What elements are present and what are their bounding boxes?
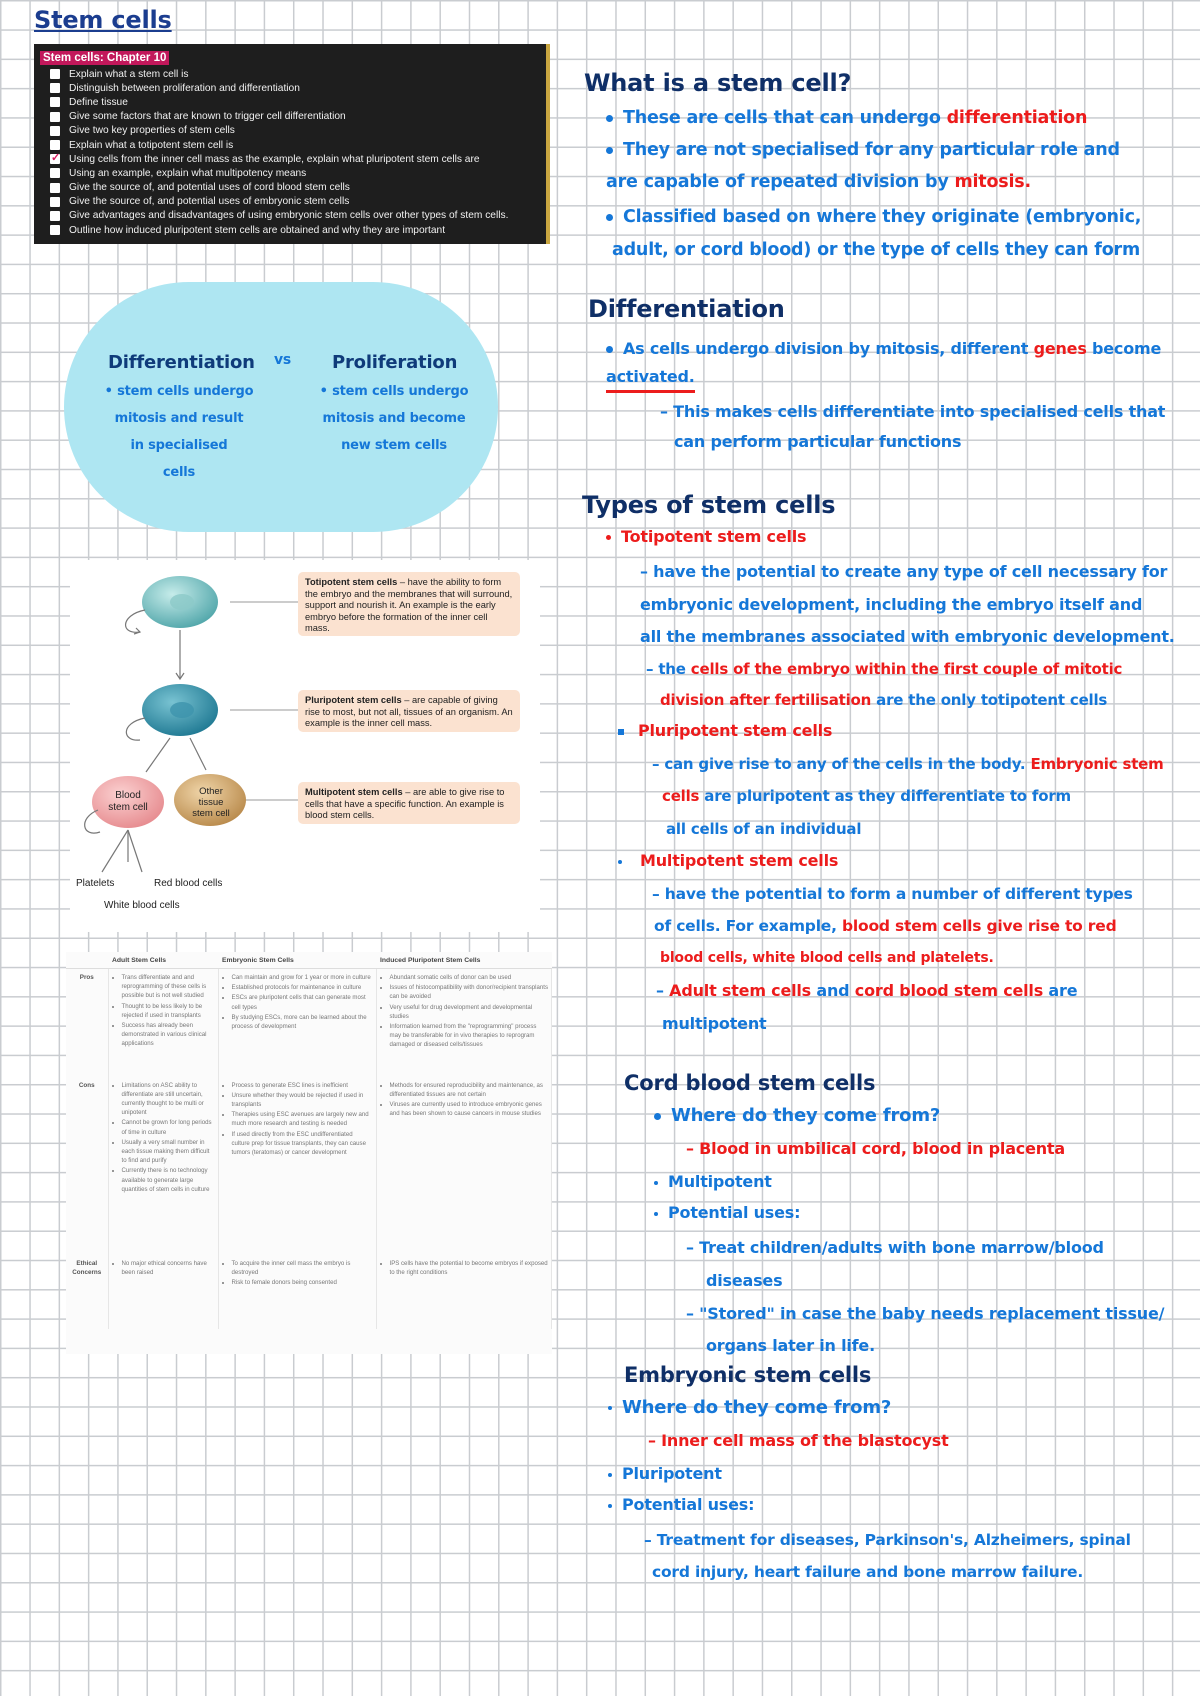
note-line: – Treat children/adults with bone marrow/blood (686, 1238, 1104, 1257)
checklist-item[interactable] (40, 223, 540, 237)
checkbox[interactable] (50, 154, 60, 164)
table-cell (218, 1077, 376, 1255)
note-line: – Inner cell mass of the blastocyst (648, 1431, 949, 1450)
multipotent-heading: Multipotent stem cells (618, 845, 838, 877)
table-cell-point: • Trans differentiate and and reprogramming of these cells is possible but is not well studied (122, 973, 215, 1001)
table-cell (376, 1077, 552, 1255)
checklist-item[interactable] (40, 181, 540, 195)
red-blood-cells-label: Red blood cells (154, 878, 223, 889)
table-cell-point: • Limitations on ASC ability to differentiate are still uncertain, currently thought to be multi or unipotent (122, 1081, 215, 1118)
table-cell-point: • Therapies using ESC avenues are largely new and much more research and testing is needed (232, 1110, 373, 1128)
checklist-item-label: Give advantages and disadvantages of using embryonic stem cells over other types of stem cells. (69, 210, 509, 222)
table-cell-point: • Currently there is no technology available to generate large quantities of stem cells in culture (122, 1166, 215, 1194)
other-tissue-stem-cell-label: Other tissue stem cell (192, 786, 230, 819)
heading-embryonic-stem-cells: Embryonic stem cells (624, 1363, 872, 1387)
table-cell-point: • If used directly from the ESC undifferentiated culture prep for tissue transplants, they can cause tumors (teratomas) or cancer development (232, 1130, 373, 1158)
vs-label: vs (274, 352, 292, 368)
table-cell-point: • Methods for ensured reproducibility and maintenance, as differentiated tissues are not certain (390, 1081, 549, 1099)
checklist-item[interactable] (40, 81, 540, 95)
table-cell-point: • By studying ESCs, more can be learned about the process of development (232, 1013, 373, 1031)
note-line: all the membranes associated with embryonic development. (640, 627, 1175, 646)
stem-cell-comparison-table (66, 952, 552, 1354)
note-line: – Treatment for diseases, Parkinson's, Alzheimers, spinal (644, 1531, 1131, 1549)
table-cell-point: • Viruses are currently used to introduce embryonic genes and has been shown to cause cancers in mouse studies (390, 1100, 549, 1118)
checklist-item[interactable] (40, 95, 540, 109)
table-cell (108, 969, 218, 1077)
checklist-item-label: Explain what a totipotent stem cell is (69, 139, 234, 151)
checklist-item-label: Give some factors that are known to trigger cell differentiation (69, 111, 346, 123)
note-line: Where do they come from? (608, 1392, 891, 1424)
checklist-item-label: Give two key properties of stem cells (69, 125, 235, 137)
checklist-item[interactable] (40, 138, 540, 152)
note-line: – have the potential to create any type of cell necessary for (640, 562, 1168, 581)
checklist-item-label: Using an example, explain what multipotency means (69, 167, 307, 179)
table-header: Induced Pluripotent Stem Cells (376, 952, 552, 969)
checkbox[interactable] (50, 83, 60, 93)
note-line: are capable of repeated division by mitosis. (606, 172, 1031, 192)
heading-differentiation: Differentiation (588, 295, 785, 323)
note-line: – the cells of the embryo within the first couple of mitotic (646, 660, 1123, 678)
table-cell-point: • No major ethical concerns have been raised (122, 1259, 215, 1277)
table-cell-point: • Process to generate ESC lines is inefficient (232, 1081, 373, 1090)
note-line: – have the potential to form a number of different types (652, 885, 1133, 903)
note-line: Pluripotent (608, 1458, 722, 1490)
proliferation-text: • stem cells undergo mitosis and become new stem cells (319, 384, 469, 453)
note-line: They are not specialised for any particular role and (606, 134, 1120, 166)
table-cell-point: • Can maintain and grow for 1 year or more in culture (232, 973, 373, 982)
checklist-item-label: Outline how induced pluripotent stem cells are obtained and why they are important (69, 224, 446, 236)
checklist-item[interactable] (40, 67, 540, 81)
note-line: – Adult stem cells and cord blood stem cells are (656, 981, 1078, 1000)
checkbox[interactable] (50, 225, 60, 235)
differentiation-heading: Differentiation (108, 352, 255, 373)
table-header (66, 952, 108, 969)
table-cell-point: • IPS cells have the potential to become embryos if exposed to the right conditions (390, 1259, 549, 1277)
table-header: Embryonic Stem Cells (218, 952, 376, 969)
note-line: diseases (706, 1271, 783, 1290)
note-line: embryonic development, including the embryo itself and (640, 595, 1143, 614)
pluripotent-cell (142, 684, 218, 736)
heading-what-is-stem-cell: What is a stem cell? (584, 69, 852, 97)
table-row (66, 1077, 552, 1255)
table-cell-point: • Cannot be grown for long periods of time in culture (122, 1118, 215, 1136)
differentiation-text: • stem cells undergo mitosis and result in specialised cells (104, 384, 254, 480)
checkbox[interactable] (50, 112, 60, 122)
note-line: of cells. For example, blood stem cells give rise to red (654, 917, 1117, 935)
note-line: can perform particular functions (674, 432, 962, 451)
note-line: – can give rise to any of the cells in the body. Embryonic stem (652, 755, 1164, 773)
note-line: cells are pluripotent as they differentiate to form (662, 787, 1071, 805)
checklist-item[interactable] (40, 152, 540, 166)
note-line: all cells of an individual (666, 820, 862, 838)
white-blood-cells-label: White blood cells (104, 900, 180, 911)
checklist-item-label: Define tissue (69, 96, 128, 108)
table-row (66, 1255, 552, 1329)
note-line: cord injury, heart failure and bone marrow failure. (652, 1563, 1084, 1581)
table-cell (108, 1077, 218, 1255)
row-header: Cons (66, 1077, 108, 1255)
checkbox[interactable] (50, 211, 60, 221)
checklist-item-label: Give the source of, and potential uses of embryonic stem cells (69, 196, 350, 208)
checklist-title: Stem cells: Chapter 10 (40, 51, 169, 65)
note-line: These are cells that can undergo differentiation (606, 102, 1087, 134)
checkbox[interactable] (50, 140, 60, 150)
checklist-item[interactable] (40, 195, 540, 209)
note-line: activated. (606, 364, 695, 393)
blood-stem-cell-label: Blood stem cell (108, 790, 148, 813)
table-cell (108, 1255, 218, 1329)
note-line: As cells undergo division by mitosis, different genes become (606, 333, 1161, 365)
table-header: Adult Stem Cells (108, 952, 218, 969)
table-cell-point: • Information learned from the "reprogramming" process may be transferable for in vivo therapies to reprogram damaged or diseased cells/tissues (390, 1022, 549, 1050)
page-title: Stem cells (34, 6, 172, 34)
totipotent-cell (142, 576, 218, 628)
table-cell-point: • To acquire the inner cell mass the embryo is destroyed (232, 1259, 373, 1277)
note-line: Potential uses: (608, 1489, 754, 1521)
proliferation-heading: Proliferation (332, 352, 458, 373)
row-header: Ethical Concerns (66, 1255, 108, 1329)
note-line: Classified based on where they originate (embryonic, (606, 201, 1141, 233)
checklist-item[interactable] (40, 110, 540, 124)
table-cell (218, 969, 376, 1077)
cell-hierarchy-illustration (70, 560, 300, 932)
table-cell-point: • Established protocols for maintenance in culture (232, 983, 373, 992)
table-cell-point: • ESCs are pluripotent cells that can generate most cell types (232, 993, 373, 1011)
checklist-panel (34, 44, 550, 244)
checkbox[interactable] (50, 183, 60, 193)
table-cell-point: • Issues of histocompatibility with donor/recipient transplants can be avoided (390, 983, 549, 1001)
heading-types-of-stem-cells: Types of stem cells (582, 491, 836, 519)
table-cell-point: • Usually a very small number in each tissue making them difficult to find and purify (122, 1138, 215, 1166)
table-row (66, 969, 552, 1077)
totipotent-heading: Totipotent stem cells (606, 521, 806, 553)
note-line: division after fertilisation are the only totipotent cells (660, 691, 1108, 709)
note-line: organs later in life. (706, 1336, 875, 1355)
checklist-item[interactable] (40, 166, 540, 180)
totipotent-description: Totipotent stem cells – have the ability to form the embryo and the membranes that will surround, support and nourish it. An example is the early embryo before the formation of the inner cell mass. (298, 572, 520, 636)
platelets-label: Platelets (76, 878, 115, 889)
checklist-item[interactable] (40, 124, 540, 138)
table-cell-point: • Abundant somatic cells of donor can be used (390, 973, 549, 982)
table-cell (218, 1255, 376, 1329)
note-line: – This makes cells differentiate into specialised cells that (660, 402, 1166, 421)
checklist-item-label: Give the source of, and potential uses of cord blood stem cells (69, 182, 350, 194)
note-line: Where do they come from? (654, 1100, 940, 1132)
checkbox[interactable] (50, 97, 60, 107)
note-line: – "Stored" in case the baby needs replacement tissue/ (686, 1304, 1165, 1323)
note-line: adult, or cord blood) or the type of cells they can form (612, 240, 1140, 260)
table-cell-point: • Very useful for drug development and developmental studies (390, 1003, 549, 1021)
stem-cell-potency-diagram (70, 560, 540, 932)
checklist-item-label: Using cells from the inner cell mass as the example, explain what pluripotent stem cells are (69, 153, 480, 165)
note-line: – Blood in umbilical cord, blood in placenta (686, 1139, 1065, 1158)
pluripotent-description: Pluripotent stem cells – are capable of giving rise to most, but not all, tissues of an organism. An example is the inner cell mass. (298, 690, 520, 732)
pluripotent-heading: Pluripotent stem cells (618, 715, 832, 747)
note-line: Multipotent (654, 1166, 772, 1198)
table-cell-point: • Risk to female donors being consented (232, 1278, 373, 1287)
checkbox[interactable] (50, 69, 60, 79)
table-cell-point: • Success has already been demonstrated in various clinical applications (122, 1021, 215, 1049)
note-line: Potential uses: (654, 1197, 800, 1229)
checklist-item-label: Distinguish between proliferation and differentiation (69, 82, 300, 94)
checkbox[interactable] (50, 168, 60, 178)
row-header: Pros (66, 969, 108, 1077)
heading-cord-blood-stem-cells: Cord blood stem cells (624, 1071, 876, 1095)
table-cell (376, 1255, 552, 1329)
checklist-item-label: Explain what a stem cell is (69, 68, 189, 80)
table-cell-point: • Unsure whether they would be rejected if used in transplants (232, 1091, 373, 1109)
table-cell (376, 969, 552, 1077)
differentiation-vs-proliferation-bubble (64, 282, 498, 532)
note-line: blood cells, white blood cells and platelets. (660, 950, 994, 966)
note-line: multipotent (662, 1014, 767, 1033)
table-cell-point: • Thought to be less likely to be rejected if used in transplants (122, 1002, 215, 1020)
multipotent-description: Multipotent stem cells – are able to give rise to cells that have a specific function. An example is blood stem cells. (298, 782, 520, 824)
checkbox[interactable] (50, 197, 60, 207)
checklist-item[interactable] (40, 209, 540, 223)
checkbox[interactable] (50, 126, 60, 136)
